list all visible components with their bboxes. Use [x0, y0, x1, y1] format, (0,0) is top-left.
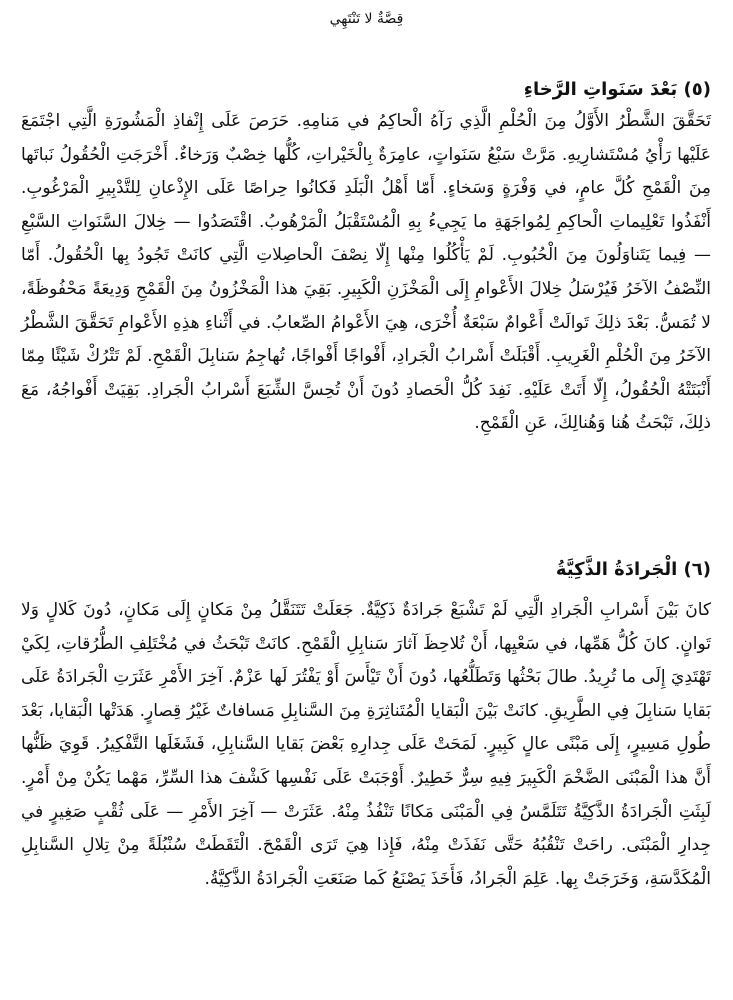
section-5-body: تَحَقَّقَ الشَّطْرُ الأَوَّلُ مِنَ الْحُلْمِ الَّذِي رَآهُ الْحاكِمُ في مَنامِهِ. حَرَصَ عَلَى إِنْفاذِ الْمَشُورَةِ الَّتِي اجْتَمَعَ عَلَيْها رَأْيُ مُسْتَشارِيهِ. مَرَّتْ سَبْعُ سَنَواتٍ، عامِرَةٌ بِالْخَيْراتِ، كُلُّها خِصْبٌ وَرَخاءٌ. أَخْرَجَتِ الْحُقُولُ نَباتَها مِنَ الْقَمْحِ كُلَّ عامٍ، في وَفْرَةٍ وَسَخاءٍ. أَمّا أَهْلُ الْبَلَدِ فَكانُوا حِراصًا عَلَى الإِذْعانِ لِلتَّدْبِيرِ الْمَرْغُوبِ. أَنْفَذُوا تَعْلِيماتِ الْحاكِمِ لِمُواجَهَةِ ما يَجِيءُ بِهِ الْمُسْتَقْبَلُ الْمَرْهُوبُ. اقْتَصَدُوا — خِلالَ السَّنَواتِ السَّبْعِ — فِيما يَتَناوَلُونَ مِنَ الْحُبُوبِ. لَمْ يَأْكُلُوا مِنْها إِلّا نِصْفَ الْحاصِلاتِ الَّتِي كانَتْ تَجُودُ بِها الْحُقُولُ. أَمّا النِّصْفُ الآخَرُ فَيُرْسَلُ خِلالَ الأَعْوامِ إِلَى الْمَخْزَنِ الْكَبِيرِ. بَقِيَ هذا الْمَخْزُونُ مِنَ الْقَمْحِ وَدِيعَةً مَحْفُوظَةً، لا تُمَسُّ. بَعْدَ ذلِكَ تَوالَتْ أَعْوامٌ سَبْعَةٌ أُخْرَى، هِيَ الأَعْوامُ الصِّعابُ. في أَثْناءِ هذِهِ الأَعْوامِ تَحَقَّقَ الشَّطْرُ الآخَرُ مِنَ الْحُلْمِ الْغَرِيبِ. أَقْبَلَتْ أَسْرابُ الْجَرادِ، أَفْواجًا أَفْواجًا، تُهاجِمُ سَنابِلَ الْقَمْحِ. لَمْ تَتْرُكْ شَيْئًا مِمّا أَنْبَتَتْهُ الْحُقُولُ، إِلّا أَتَتْ عَلَيْهِ. نَفِدَ كُلُّ الْحَصادِ دُونَ أَنْ تُحِسَّ الشِّبَعَ أَسْرابُ الْجَرادِ. بَقِيَتْ أَفْواجُهُ، مَعَ ذلِكَ، تَبْحَثُ هُنا وَهُنالِكَ، عَنِ الْقَمْحِ. [21, 111, 711, 434]
running-head: قِصَّةٌ لا تَنْتَهِي [329, 11, 404, 27]
section-6-heading: (٦) الْجَرادَةُ الذَّكِيَّةُ [555, 558, 711, 580]
section-6-body: كانَ بَيْنَ أَسْرابِ الْجَرادِ الَّتِي لَمْ تَشْبَعْ جَرادَةٌ ذَكِيَّةٌ. جَعَلَتْ تَتَنَقَّلُ مِنْ مَكانٍ إِلَى مَكانٍ، دُونَ كَلالٍ وَلا تَوانٍ. كانَ كُلُّ هَمِّها، في سَعْيِها، أَنْ تُلاحِظَ آثارَ سَنابِلِ الْقَمْحِ. كانَتْ تَبْحَثُ في مُخْتَلِفِ الطُّرُقاتِ، لِكَيْ تَهْتَدِيَ إِلَى ما تُرِيدُ. طالَ بَحْثُها وَتَطَلُّعُها، دُونَ أَنْ تَيْأَسَ أَوْ يَفْتُرَ لَها عَزْمٌ. آخِرَ الأَمْرِ عَثَرَتِ الْجَرادَةُ عَلَى بَقايا سَنابِلَ فِي الطَّرِيقِ. كانَتْ بَيْنَ الْبَقايا الْمُتَناثِرَةِ مِنَ السَّنابِلِ مَسافاتٌ غَيْرُ قِصارٍ. هَدَتْها الْبَقايا، بَعْدَ طُولِ مَسِيرٍ، إِلَى مَبْنًى عالٍ كَبِيرٍ. لَمَحَتْ عَلَى جِدارِهِ بَعْضَ بَقايا السَّنابِلِ، فَشَغَلَها التَّفْكِيرُ. قَوِيَ ظَنُّها أَنَّ هذا الْمَبْنَى الضَّخْمَ الْكَبِيرَ فِيهِ سِرٌّ خَطِيرٌ. أَوْجَبَتْ عَلَى نَفْسِها كَشْفَ هذا السِّرِّ، مَهْما يَكُنْ مِنْ أَمْرٍ. لَبِثَتِ الْجَرادَةُ الذَّكِيَّةُ تَتَلَمَّسُ فِي الْمَبْنَى مَكانًا تَنْفُذُ مِنْهُ. عَثَرَتْ — آخِرَ الأَمْرِ — عَلَى ثُقْبٍ صَغِيرٍ في جِدارِ الْمَبْنَى. راحَتْ تَنْقُبُهُ حَتَّى نَفَذَتْ مِنْهُ، فَإِذا هِيَ تَرَى الْقَمْحَ. الْتَقَطَتْ سُنْبُلَةً مِنْ تِلالِ السَّنابِلِ الْمُكَدَّسَةِ، وَخَرَجَتْ بِها. عَلِمَ الْجَرادُ، فَأَخَذَ يَصْنَعُ كَما صَنَعَتِ الْجَرادَةُ الذَّكِيَّةُ. [21, 600, 711, 889]
section-5-heading: (٥) بَعْدَ سَنَواتِ الرَّخاءِ [523, 78, 711, 100]
